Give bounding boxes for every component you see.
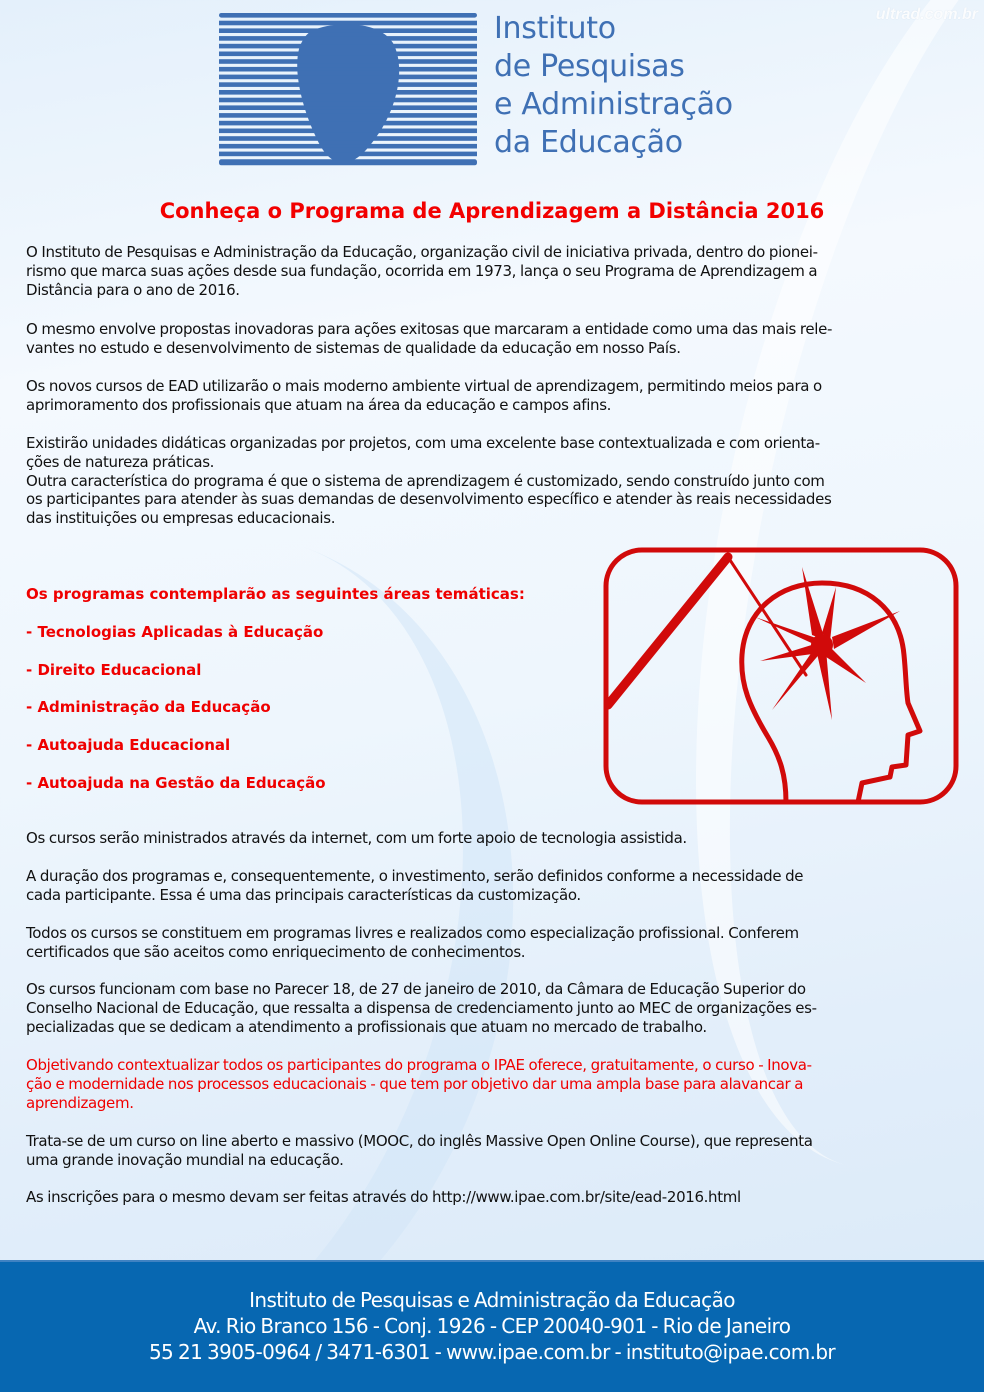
logo-line: de Pesquisas: [494, 49, 685, 84]
paragraph-free-course: [26, 1056, 961, 1112]
paragraph-intro: [26, 243, 961, 299]
text-line: rismo que marca suas ações desde sua fundação, ocorrida em 1973, lança o seu Programa de Aprendizagem a: [26, 261, 818, 280]
page-title: Conheça o Programa de Aprendizagem a Distância 2016: [159, 199, 825, 223]
text-line: Objetivando contextualizar todos os participantes do programa o IPAE oferece, gratuitamente, o curso - Inova-: [26, 1056, 812, 1074]
registration-link-text[interactable]: As inscrições para o mesmo devam ser feitas através do http://www.ipae.com.br/site/ead-2016.html: [26, 1188, 741, 1206]
paragraph-units: [26, 434, 961, 528]
text-line: pecializadas que se dedicam a atendimento a profissionais que atuam no mercado de trabalho.: [26, 1017, 707, 1036]
footer-institution-name: Instituto de Pesquisas e Administração da Educação: [249, 1288, 735, 1312]
text-line: O mesmo envolve propostas inovadoras para ações exitosas que marcaram a entidade como uma das mais rele-: [26, 320, 833, 338]
text-line: os participantes para atender às suas demandas de desenvolvimento específico e atender às reais necessidades: [26, 490, 832, 509]
text-line: das instituições ou empresas educacionais.: [26, 509, 336, 528]
footer-address: Av. Rio Branco 156 - Conj. 1926 - CEP 20040-901 - Rio de Janeiro: [193, 1314, 791, 1338]
text-line: ção e modernidade nos processos educacionais - que tem por objetivo dar uma ampla base para alavancar a: [26, 1074, 804, 1093]
paragraph-mooc: [26, 1132, 961, 1170]
logo-line: da Educação: [494, 125, 683, 160]
text-line: aprimoramento dos profissionais que atuam na área da educação e campos afins.: [26, 395, 612, 414]
text-line: certificados que são aceitos como enriquecimento de conhecimentos.: [26, 942, 526, 961]
text-line: A duração dos programas e, consequentemente, o investimento, serão definidos conforme a necessidade de: [26, 867, 804, 885]
thematic-areas-heading: Os programas contemplarão as seguintes áreas temáticas:: [26, 585, 525, 603]
text-line: Outra característica do programa é que o sistema de aprendizagem é customizado, sendo construído junto com: [26, 471, 825, 490]
paragraph-registration: [26, 1188, 961, 1207]
paragraph-legal-basis: [26, 980, 961, 1036]
text-line: cada participante. Essa é uma das principais características da customização.: [26, 885, 581, 904]
text-line: Trata-se de um curso on line aberto e massivo (MOOC, do inglês Massive Open Online Course), que representa: [26, 1132, 813, 1150]
text-line: O Instituto de Pesquisas e Administração da Educação, organização civil de iniciativa privada, dentro do pionei-: [26, 243, 818, 261]
text-line: Distância para o ano de 2016.: [26, 280, 240, 299]
footer-contacts[interactable]: 55 21 3905-0964 / 3471-6301 - www.ipae.com.br - instituto@ipae.com.br: [148, 1340, 836, 1364]
text-line: aprendizagem.: [26, 1093, 134, 1112]
paragraph-innovation: [26, 320, 961, 358]
thematic-area-item: - Direito Educacional: [26, 660, 202, 679]
text-line: ções de natureza práticas.: [26, 452, 215, 471]
logo-line: Instituto: [494, 11, 616, 46]
thematic-area-item: - Autoajuda Educacional: [26, 736, 231, 755]
watermark: ultrad.com.br: [875, 6, 978, 23]
background-swoosh: [0, 427, 633, 1392]
text-line: Os cursos serão ministrados através da internet, com um forte apoio de tecnologia assistida.: [26, 829, 687, 847]
thematic-area-item: - Autoajuda na Gestão da Educação: [26, 773, 326, 792]
thematic-area-item: - Administração da Educação: [26, 698, 271, 717]
paragraph-ead: [26, 377, 961, 415]
paragraph-duration: [26, 867, 961, 905]
logo-line: e Administração: [494, 87, 733, 122]
text-line: Conselho Nacional de Educação, que ressalta a dispensa de credenciamento junto ao MEC de organizações es-: [26, 998, 817, 1017]
thematic-areas-list: [26, 584, 525, 811]
text-line: uma grande inovação mundial na educação.: [26, 1150, 344, 1169]
footer-contact-bar: [0, 1260, 984, 1392]
head-with-spark-icon: [600, 545, 962, 807]
thematic-area-item: - Tecnologias Aplicadas à Educação: [26, 622, 324, 641]
text-line: Todos os cursos se constituem em programas livres e realizados como especialização profissional. Conferem: [26, 924, 799, 942]
paragraph-certificates: [26, 924, 961, 962]
text-line: vantes no estudo e desenvolvimento de sistemas de qualidade da educação em nosso País.: [26, 338, 681, 357]
text-line: Existirão unidades didáticas organizadas por projetos, com uma excelente base contextualizada e com orienta-: [26, 434, 820, 452]
text-line: Os novos cursos de EAD utilizarão o mais moderno ambiente virtual de aprendizagem, permitindo meios para o: [26, 377, 822, 395]
text-line: Os cursos funcionam com base no Parecer 18, de 27 de janeiro de 2010, da Câmara de Educação Superior do: [26, 980, 806, 998]
ipae-logo-icon: [219, 13, 477, 167]
paragraph-internet: [26, 829, 961, 848]
logo-wordmark: [494, 10, 733, 162]
